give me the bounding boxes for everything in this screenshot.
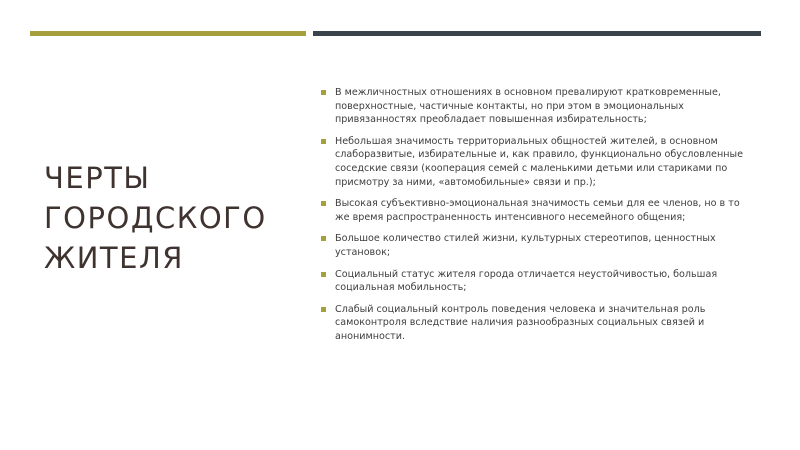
square-bullet-icon	[321, 236, 326, 241]
square-bullet-icon	[321, 201, 326, 206]
list-item	[321, 303, 753, 344]
slide-title-line-3: ЖИТЕЛЯ	[44, 241, 184, 275]
square-bullet-icon	[321, 307, 326, 312]
list-item-text: Большое количество стилей жизни, культурных стереотипов, ценностных установок;	[335, 233, 716, 258]
list-item	[321, 86, 753, 127]
square-bullet-icon	[321, 272, 326, 277]
list-item-text: Небольшая значимость территориальных общностей жителей, в основном слаборазвитые, избирательные и, как правило, функционально обусловленные соседские связи (кооперация семей с маленькими детьми или стариками по присмотру за ними, «автомобильные» связи и пр.);	[335, 135, 743, 188]
list-item-text: Социальный статус жителя города отличается неустойчивостью, большая социальная мобильность;	[335, 268, 718, 294]
list-item-text: В межличностных отношениях в основном превалируют кратковременные, поверхностные, частичные контакты, но при этом в эмоциональных привязанностях преобладает повышенная избирательность;	[335, 87, 721, 126]
list-item-text: Высокая субъективно-эмоциональная значимость семьи для ее членов, но в то же время распространенность интенсивного несемейного общения;	[335, 198, 740, 223]
list-item-text: Слабый социальный контроль поведения человека и значительная роль самоконтроля вследствие наличия разнообразных социальных связей и анонимности.	[335, 303, 706, 342]
slide-title-line-2: ГОРОДСКОГО	[44, 201, 267, 235]
slide-title-line-1: ЧЕРТЫ	[44, 161, 151, 195]
list-item	[321, 232, 753, 259]
slide-title	[44, 158, 304, 278]
square-bullet-icon	[321, 90, 326, 95]
accent-bar-right	[313, 31, 761, 36]
accent-bar-left	[30, 31, 306, 36]
list-item	[321, 135, 753, 189]
list-item	[321, 197, 753, 224]
bullet-list	[321, 86, 753, 352]
square-bullet-icon	[321, 139, 326, 144]
list-item	[321, 268, 753, 295]
